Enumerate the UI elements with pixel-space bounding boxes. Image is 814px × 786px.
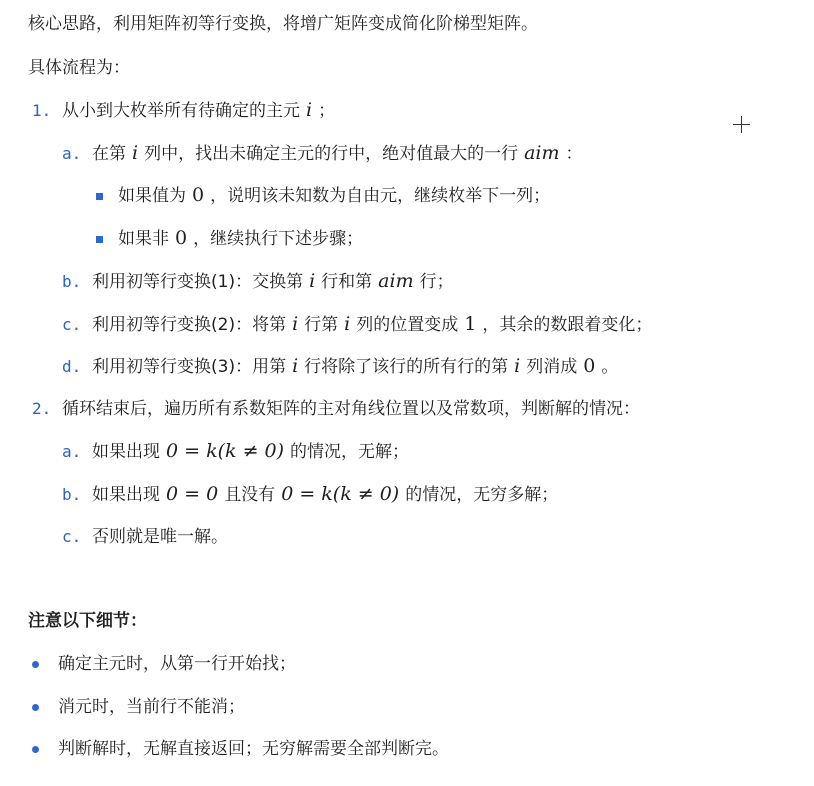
math-number: 0 bbox=[192, 184, 205, 206]
step-text: 如果出现 bbox=[92, 442, 160, 462]
math-var: i bbox=[309, 270, 316, 292]
math-number: 0 bbox=[175, 227, 188, 249]
step-text: 的情况，无解； bbox=[290, 442, 410, 462]
step-text: ，继续执行下述步骤； bbox=[193, 229, 364, 249]
step-text: 循环结束后，遍历所有系数矩阵的主对角线位置以及常数项，判断解的情况： bbox=[62, 399, 640, 419]
list-marker: 1. bbox=[32, 101, 52, 120]
note-text: 判断解时，无解直接返回；无穷解需要全部判断完。 bbox=[58, 739, 449, 759]
math-number: 0 bbox=[583, 355, 596, 377]
math-expression: 0 = k(k ≠ 0) bbox=[166, 440, 285, 462]
step-text: 在第 bbox=[92, 144, 126, 164]
step-text: 的情况，无穷多解； bbox=[405, 485, 559, 505]
math-var: i bbox=[306, 99, 313, 121]
list-marker: 2. bbox=[32, 399, 52, 418]
step-1a-bullet-1 bbox=[96, 183, 550, 208]
flow-title: 具体流程为： bbox=[28, 58, 130, 78]
bullet-dot-icon bbox=[32, 661, 39, 668]
list-marker: b. bbox=[62, 485, 82, 504]
step-text: 利用初等行变换(1)：交换第 bbox=[92, 272, 304, 292]
step-text: 行将除了该行的所有行的第 bbox=[304, 357, 509, 377]
note-item-3 bbox=[32, 737, 449, 761]
step-1c bbox=[62, 312, 652, 337]
note-text: 确定主元时，从第一行开始找； bbox=[58, 654, 296, 674]
step-2 bbox=[32, 397, 640, 421]
note-item-1 bbox=[32, 652, 296, 676]
math-number: 1 bbox=[464, 313, 477, 335]
list-marker: c. bbox=[62, 527, 82, 546]
step-text: 如果值为 bbox=[118, 186, 186, 206]
step-1d bbox=[62, 354, 618, 379]
step-text: 如果出现 bbox=[92, 485, 160, 505]
math-var: i bbox=[292, 355, 299, 377]
step-text: ，其余的数跟着变化； bbox=[482, 315, 653, 335]
square-bullet-icon bbox=[96, 193, 103, 200]
step-text: 列的位置变成 bbox=[356, 315, 459, 335]
step-text: 否则就是唯一解。 bbox=[92, 527, 228, 547]
step-text: 从小到大枚举所有待确定的主元 bbox=[62, 101, 300, 121]
step-text: ，说明该未知数为自由元，继续枚举下一列； bbox=[210, 186, 551, 206]
step-1 bbox=[32, 98, 335, 123]
step-text: ； bbox=[318, 101, 336, 121]
step-text: ： bbox=[565, 144, 583, 164]
list-marker: a. bbox=[62, 442, 82, 461]
step-text: 列消成 bbox=[526, 357, 578, 377]
step-1b bbox=[62, 269, 454, 294]
step-text: 行第 bbox=[304, 315, 339, 335]
step-text: 行； bbox=[419, 272, 454, 292]
list-marker: b. bbox=[62, 272, 82, 291]
step-text: 如果非 bbox=[118, 229, 169, 249]
step-text: 利用初等行变换(3)：用第 bbox=[92, 357, 287, 377]
step-text: 行和第 bbox=[321, 272, 373, 292]
step-2a bbox=[62, 439, 409, 464]
math-expression: 0 = 0 bbox=[166, 483, 219, 505]
bullet-dot-icon bbox=[32, 746, 39, 753]
notes-title: 注意以下细节： bbox=[28, 611, 147, 631]
step-text: 。 bbox=[601, 357, 619, 377]
step-2c bbox=[62, 525, 228, 549]
bullet-dot-icon bbox=[32, 704, 39, 711]
note-text: 消元时，当前行不能消； bbox=[58, 697, 245, 717]
list-marker: c. bbox=[62, 315, 82, 334]
math-var: i bbox=[292, 313, 299, 335]
crosshair-cursor-icon bbox=[733, 116, 750, 133]
step-text: 且没有 bbox=[224, 485, 276, 505]
step-text: 列中，找出未确定主元的行中，绝对值最大的一行 bbox=[144, 144, 519, 164]
math-var: aim bbox=[378, 270, 414, 292]
math-var: aim bbox=[524, 142, 560, 164]
math-var: i bbox=[514, 355, 521, 377]
note-item-2 bbox=[32, 695, 245, 719]
step-2b bbox=[62, 482, 558, 507]
square-bullet-icon bbox=[96, 236, 103, 243]
math-var: i bbox=[344, 313, 351, 335]
list-marker: a. bbox=[62, 144, 82, 163]
step-1a bbox=[62, 141, 583, 166]
math-var: i bbox=[132, 142, 139, 164]
list-marker: d. bbox=[62, 357, 82, 376]
math-expression: 0 = k(k ≠ 0) bbox=[281, 483, 400, 505]
intro-paragraph: 核心思路，利用矩阵初等行变换，将增广矩阵变成简化阶梯型矩阵。 bbox=[28, 14, 538, 34]
step-text: 利用初等行变换(2)：将第 bbox=[92, 315, 287, 335]
step-1a-bullet-2 bbox=[96, 226, 363, 251]
